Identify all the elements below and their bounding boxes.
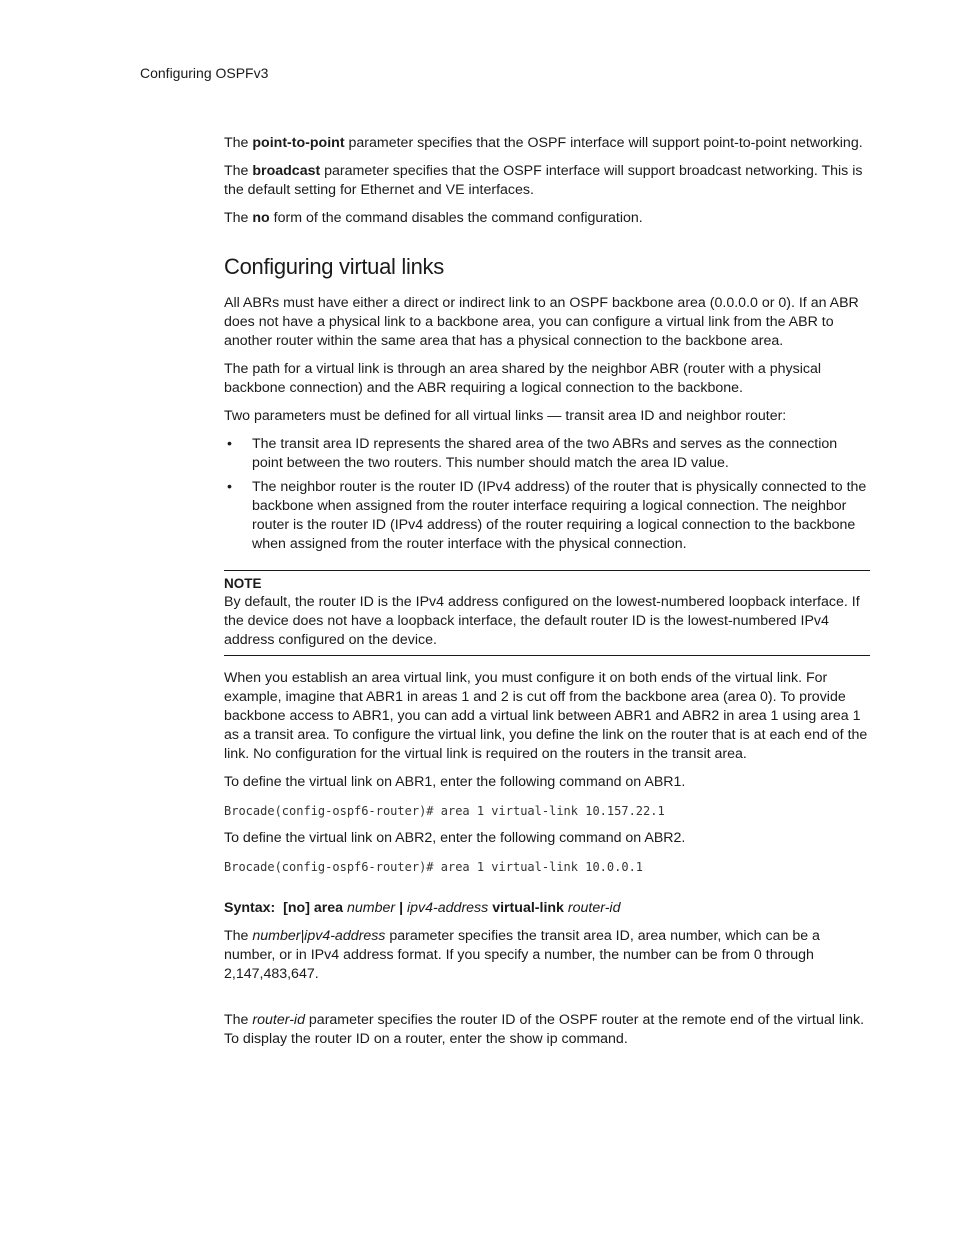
note-body: By default, the router ID is the IPv4 address configured on the lowest-numbered loopback interface. If the device does not have a loopback interface, the default router ID is the lowest-numbered IPv4 address configured on the device. [224,594,860,648]
paragraph-broadcast: The broadcast parameter specifies that the OSPF interface will support broadcast networking. This is the default setting for Ethernet and VE interfaces. [224,163,863,198]
note-box [224,570,870,656]
syntax-line: Syntax: [no] area number | ipv4-address virtual-link router-id [224,900,621,916]
code-example-abr1: Brocade(config-ospf6-router)# area 1 virtual-link 10.157.22.1 [224,804,665,818]
parameter-list [224,435,870,554]
list-item: • The neighbor router is the router ID (IPv4 address) of the router that is physically connected to the backbone when assigned from the router interface requiring a logical connection. The neighbor router is the router ID (IPv4 address) of the router requiring a logical connection to the backbone when assigned from the router interface with the physical connection. [227,479,867,552]
paragraph-abr1: To define the virtual link on ABR1, enter the following command on ABR1. [224,774,686,790]
paragraph-path: The path for a virtual link is through an area shared by the neighbor ABR (router with a physical backbone connection) and the ABR requiring a logical connection to the backbone. [224,361,821,396]
paragraph-two-parameters: Two parameters must be defined for all virtual links — transit area ID and neighbor router: [224,408,787,424]
note-title: NOTE [224,576,262,591]
paragraph-number-param: The number|ipv4-address parameter specifies the transit area ID, area number, which can be a number, or in IPv4 address format. If you specify a number, the number can be from 0 through 2,147,483,647. [224,928,820,982]
page-content [224,134,870,1058]
paragraph-establish-link: When you establish an area virtual link, you must configure it on both ends of the virtual link. For example, imagine that ABR1 in areas 1 and 2 is cut off from the backbone area (area 0). To provide backbone access to ABR1, you can add a virtual link between ABR1 and ABR2 in area 1 using area 1 as a transit area. To configure the virtual link, you define the link on the router that is at each end of the link. No configuration for the virtual link is required on the routers in the transit area. [224,670,868,762]
bullet-icon: • [227,479,232,495]
paragraph-router-id-param: The router-id parameter specifies the router ID of the OSPF router at the remote end of the virtual link. To display the router ID on a router, enter the show ip command. [224,1012,865,1047]
running-header: Configuring OSPFv3 [140,65,269,81]
paragraph-abr2: To define the virtual link on ABR2, enter the following command on ABR2. [224,830,686,846]
paragraph-point-to-point: The point-to-point parameter specifies that the OSPF interface will support point-to-point networking. [224,135,863,151]
list-item: • The transit area ID represents the shared area of the two ABRs and serves as the connection point between the two routers. This number should match the area ID value. [227,436,838,471]
code-example-abr2: Brocade(config-ospf6-router)# area 1 virtual-link 10.0.0.1 [224,860,644,874]
section-heading: Configuring virtual links [224,254,444,279]
bullet-icon: • [227,436,232,452]
paragraph-no-form: The no form of the command disables the command configuration. [224,210,643,226]
paragraph-abr-intro: All ABRs must have either a direct or indirect link to an OSPF backbone area (0.0.0.0 or 0). If an ABR does not have a physical link to a backbone area, you can configure a virtual link from the ABR to another router within the same area that has a physical connection to the backbone area. [224,295,859,349]
